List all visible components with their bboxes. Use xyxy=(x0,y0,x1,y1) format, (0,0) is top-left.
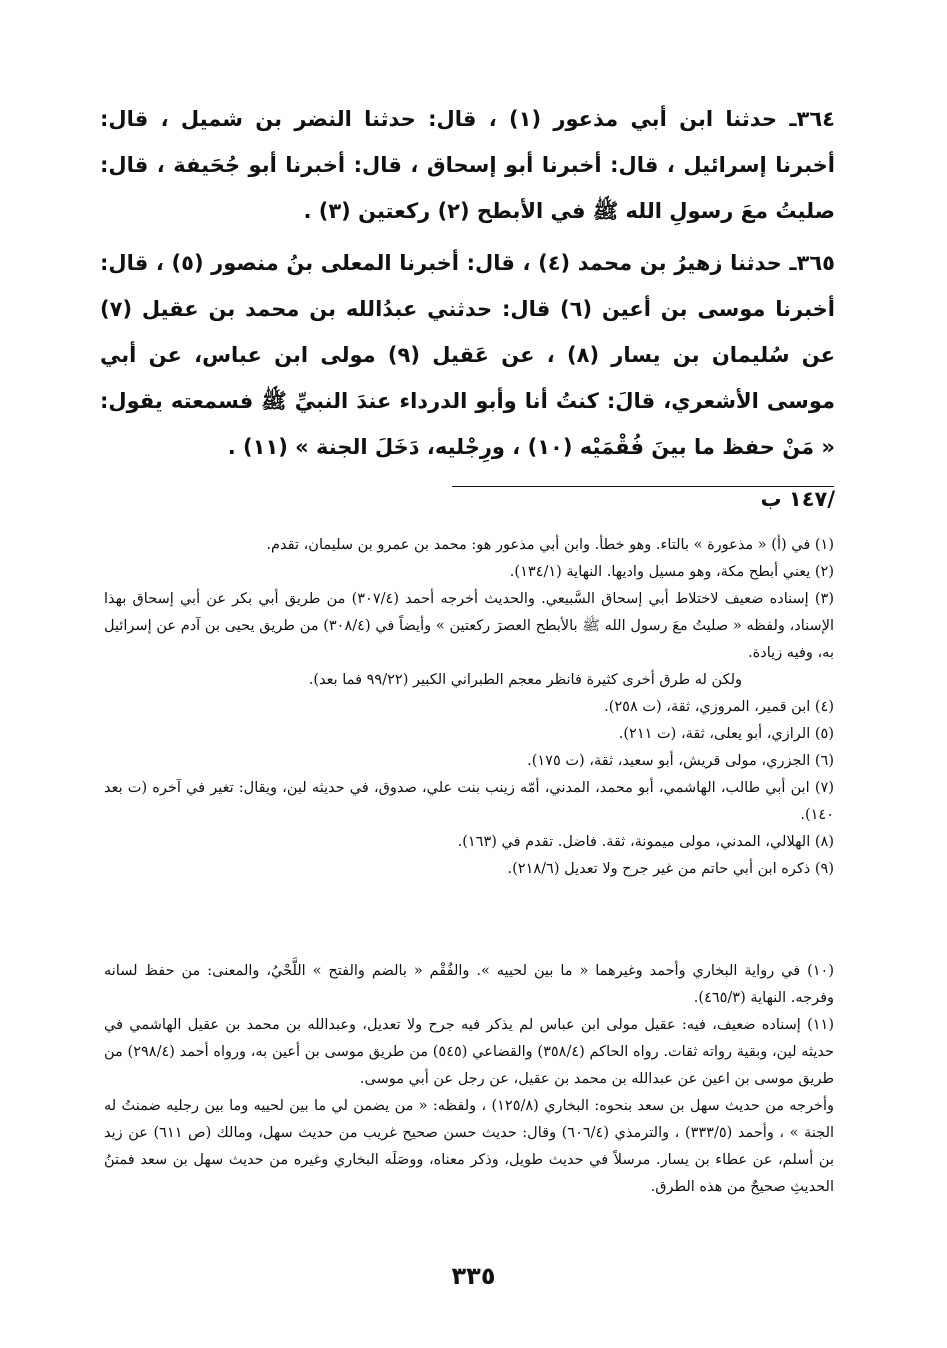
footnote-5: (٥) الرازي، أبو يعلى، ثقة، (ت ٢١١). xyxy=(618,726,834,742)
footnote-7: (٧) ابن أبي طالب، الهاشمي، أبو محمد، المدني، أمّه زينب بنت علي، صدوق، في حديثه لين، ويقال: تغير في آخره (ت بعد ١٤٠). xyxy=(104,780,834,823)
footnote-3: (٣) إسناده ضعيف لاختلاط أبي إسحاق السَّبيعي. والحديث أخرجه أحمد (٣٠٧/٤) من طريق أبي بكر عن أبي إسحاق بهذا الإسناد، ولفظه « صليتُ معَ رسول الله ﷺ بالأبطح العصرَ ركعتين » وأيضاً في (٣٠٨/٤) من طريق يحيى بن آدم عن إسرائيل به، وفيه زيادة. xyxy=(104,591,835,661)
folio-marker: /١٤٧ ب xyxy=(760,487,835,511)
footnote-11-continued: وأخرجه من حديث سهل بن سعد بنحوه: البخاري (١٢٥/٨) ، ولفظه: « من يضمن لي ما بين لحييه وما بين رجليه ضمنتُ له الجنة » ، وأحمد (٣٣٣/٥) ، والترمذي (٦٠٦/٤) وقال: حديث حسن صحيح غريب من حديث سهل، ومالك (ص ٦١١) عن زيد بن أسلم، عن عطاء بن يسار. مرسلاً في حديث طويل، وذكر معناه، ووصَلَه البخاري وغيره من حديث سهل بن سعد فمتنُ الحديثِ صحيحٌ من هذه الطرق. xyxy=(104,1098,835,1195)
footnote-8: (٨) الهلالي، المدني، مولى ميمونة، ثقة. فاضل. تقدم في (١٦٣). xyxy=(457,834,834,850)
footnote-4: (٤) ابن قمير، المروزي، ثقة، (ت ٢٥٨). xyxy=(604,699,834,715)
footnote-6: (٦) الجزري، مولى قريش، أبو سعيد، ثقة، (ت ١٧٥). xyxy=(527,753,834,769)
footnotes-group-b xyxy=(104,958,834,1201)
page-number: ٣٣٥ xyxy=(451,1262,496,1290)
footnotes-group-a xyxy=(104,532,834,883)
hadith-365: ٣٦٥ـ حدثنا زهيرُ بن محمد (٤) ، قال: أخبرنا المعلى بنُ منصور (٥) ، قال: أخبرنا موسى بن أعين (٦) قال: حدثني عبدُالله بن محمد بن عقيل (٧) عن سُليمان بن يسار (٨) ، عن عَقيل (٩) مولى ابن عباس، عن أبي موسى الأشعري، قالَ: كنتُ أنا وأبو الدرداء عندَ النبيِّ ﷺ فسمعته يقول: « مَنْ حفظ ما بينَ فُقْمَيْه (١٠) ، ورِجْليه، دَخَلَ الجنة » (١١) . xyxy=(100,251,836,459)
footnote-10: (١٠) في رواية البخاري وأحمد وغيرهما « ما بين لحييه ». والفُقْم « بالضم والفتح » اللَّحْيُ، والمعنى: من حفظ لسانه وفرجه. النهاية (٤٦٥/٣). xyxy=(104,963,834,1006)
main-text xyxy=(100,96,835,522)
hadith-364: ٣٦٤ـ حدثنا ابن أبي مذعور (١) ، قال: حدثنا النضر بن شميل ، قال: أخبرنا إسرائيل ، قال: أخبرنا أبو إسحاق ، قال: أخبرنا أبو جُحَيفة ، قال: صليتُ معَ رسولِ الله ﷺ في الأبطح (٢) ركعتين (٣) . xyxy=(100,107,835,223)
footnote-3-continued: ولكن له طرق أخرى كثيرة فانظر معجم الطبراني الكبير (٩٩/٢٢ فما بعد). xyxy=(308,672,742,688)
footnote-1: (١) في (أ) « مذعورة » بالتاء. وهو خطأ. وابن أبي مذعور هو: محمد بن عمرو بن سليمان، تقدم. xyxy=(266,537,834,553)
footnote-2: (٢) يعني أبطح مكة، وهو مسيل واديها. النهاية (١٣٤/١). xyxy=(509,564,834,580)
footnote-9: (٩) ذكره ابن أبي حاتم من غير جرح ولا تعديل (٢١٨/٦). xyxy=(507,861,834,877)
footnote-divider xyxy=(452,486,834,487)
footnote-11: (١١) إسناده ضعيف، فيه: عقيل مولى ابن عباس لم يذكر فيه جرح ولا تعديل، وعبدالله بن محمد بن عقيل الهاشمي في حديثه لين، وبقية رواته ثقات. رواه الحاكم (٣٥٨/٤) والقضاعي (٥٤٥) من طريق موسى بن أعين به، ورواه أحمد (٢٩٨/٤) من طريق موسى بن اعين عن عبدالله بن محمد بن عقيل، عن رجل عن أبي موسى. xyxy=(104,1017,835,1087)
